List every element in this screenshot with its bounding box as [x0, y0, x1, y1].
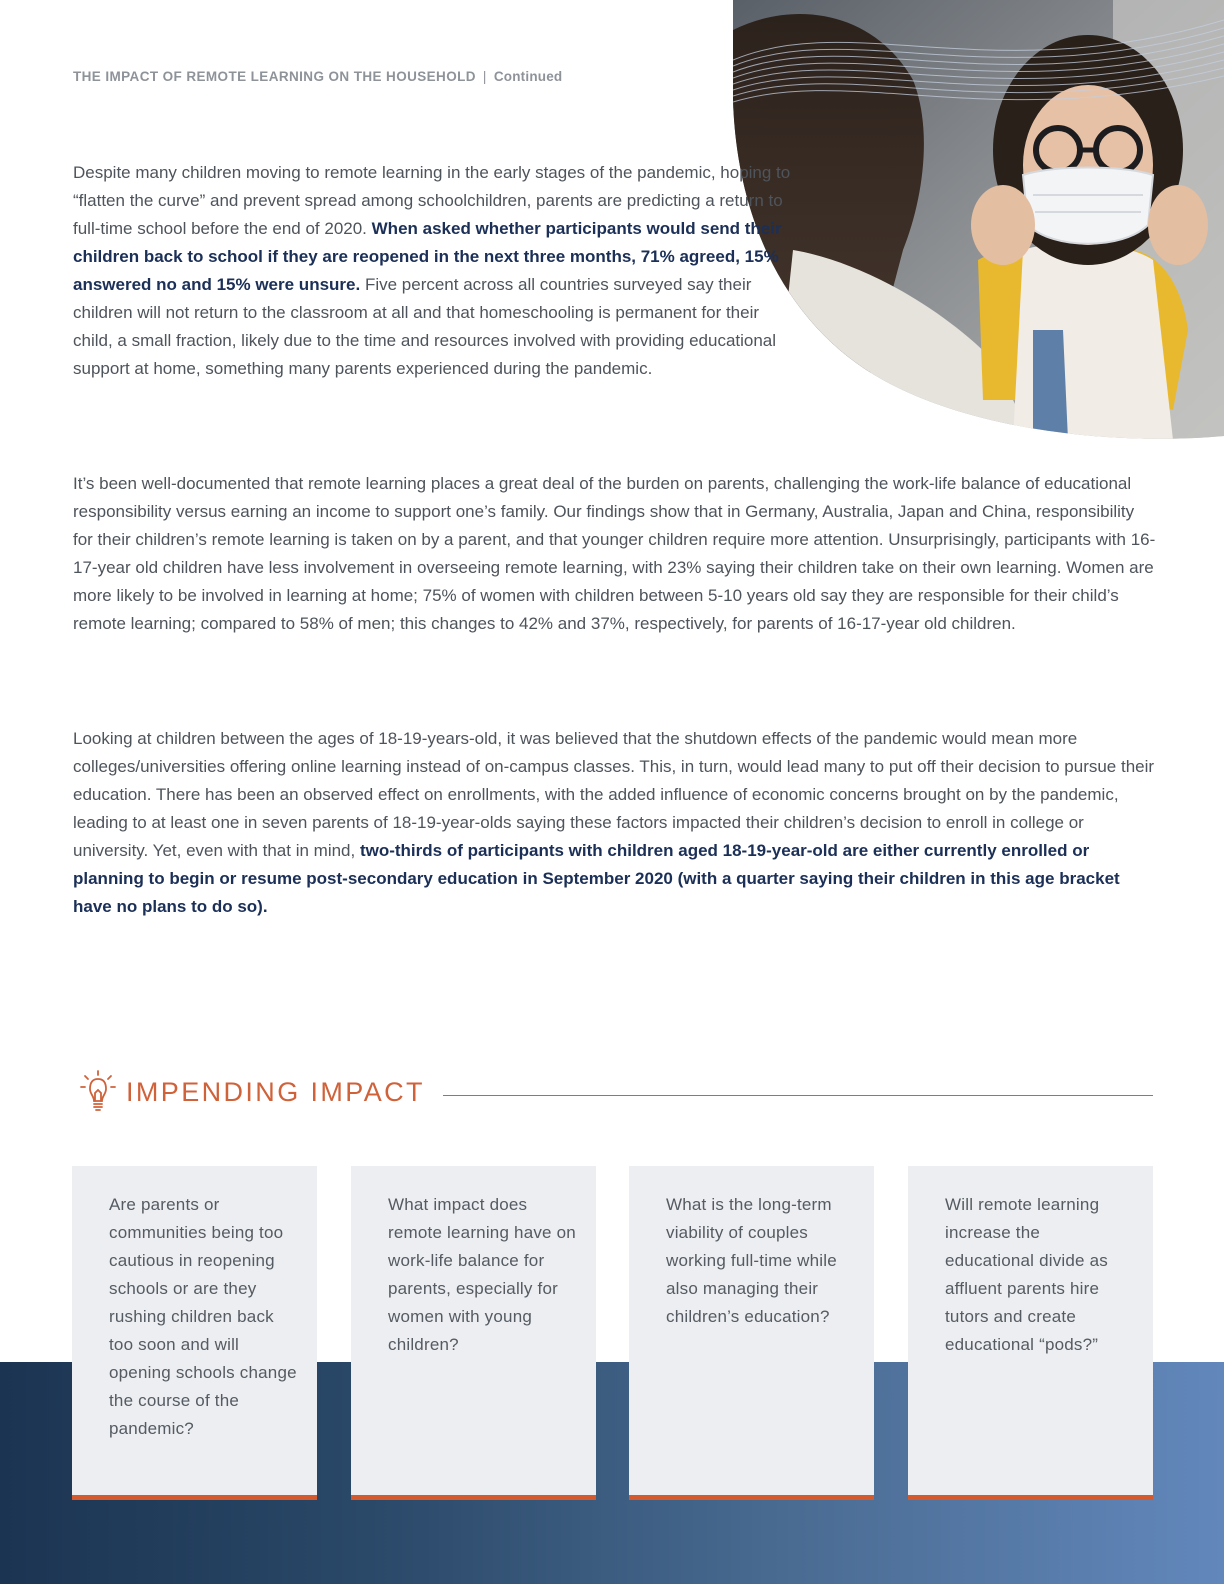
question-card-2	[351, 1166, 596, 1500]
section-heading	[80, 1070, 1153, 1114]
paragraph-1-lead: Despite many children moving to remote learning in the early stages of the pandemic, hoping to “flatten the curve” and prevent spread among schoolchildren, parents are predicting a return to full-time school before the end of 2020.	[73, 163, 791, 238]
question-card-4	[908, 1166, 1153, 1500]
hero-photo-illustration	[733, 0, 1224, 440]
question-card-4-text: Will remote learning increase the educational divide as affluent parents hire tutors and create educational “pods?”	[945, 1195, 1108, 1354]
question-card-2-text: What impact does remote learning have on work-life balance for parents, especially for women with young children?	[388, 1195, 576, 1354]
section-divider	[443, 1095, 1153, 1096]
running-header	[73, 69, 562, 84]
running-header-separator: |	[482, 69, 487, 84]
question-card-3	[629, 1166, 874, 1500]
question-card-3-text: What is the long-term viability of couples working full-time while also managing their children’s education?	[666, 1195, 837, 1326]
body-paragraph-2: It’s been well-documented that remote learning places a great deal of the burden on parents, challenging the work-life balance of educational responsibility versus earning an income to support one’s family. Our findings show that in Germany, Australia, Japan and China, responsibility for their children’s remote learning is taken on by a parent, and that younger children require more attention. Unsurprisingly, participants with 16-17-year old children have less involvement in overseeing remote learning, with 23% saying their children take on their own learning. Women are more likely to be involved in learning at home; 75% of women with children between 5-10 years old say they are responsible for their child’s remote learning; compared to 58% of men; this changes to 42% and 37%, respectively, for parents of 16-17-year old children.	[73, 474, 1156, 633]
running-header-continued: Continued	[493, 69, 563, 84]
paragraph-1-highlight: When asked whether participants would send their children back to school if they are reopened in the next three months, 71% agreed, 15% answered no and 15% were unsure.	[73, 219, 782, 294]
running-header-title: THE IMPACT OF REMOTE LEARNING ON THE HOUSEHOLD	[73, 69, 476, 84]
lightbulb-icon	[80, 1070, 116, 1114]
question-card-1	[72, 1166, 317, 1500]
paragraph-3-highlight: two-thirds of participants with children aged 18-19-year-old are either currently enrolled or planning to begin or resume post-secondary education in September 2020 (with a quarter saying their children in this age bracket have no plans to do so).	[73, 841, 1120, 916]
question-card-1-text: Are parents or communities being too cautious in reopening schools or are they rushing children back too soon and will opening schools change the course of the pandemic?	[109, 1195, 297, 1438]
body-paragraph-3	[73, 725, 1158, 921]
body-paragraph-1	[73, 159, 798, 383]
paragraph-1-tail: Five percent across all countries surveyed say their children will not return to the classroom at all and that homeschooling is permanent for their child, a small fraction, likely due to the time and resources involved with providing educational support at home, something many parents experienced during the pandemic.	[73, 275, 777, 378]
hero-photo	[733, 0, 1224, 440]
paragraph-3-lead: Looking at children between the ages of 18-19-years-old, it was believed that the shutdown effects of the pandemic would mean more colleges/universities offering online learning instead of on-campus classes. This, in turn, would lead many to put off their decision to pursue their education. There has been an observed effect on enrollments, with the added influence of economic concerns brought on by the pandemic, leading to at least one in seven parents of 18-19-year-olds saying these factors impacted their children’s decision to enroll in college or university. Yet, even with that in mind,	[73, 729, 1155, 860]
section-title: IMPENDING IMPACT	[126, 1076, 425, 1107]
